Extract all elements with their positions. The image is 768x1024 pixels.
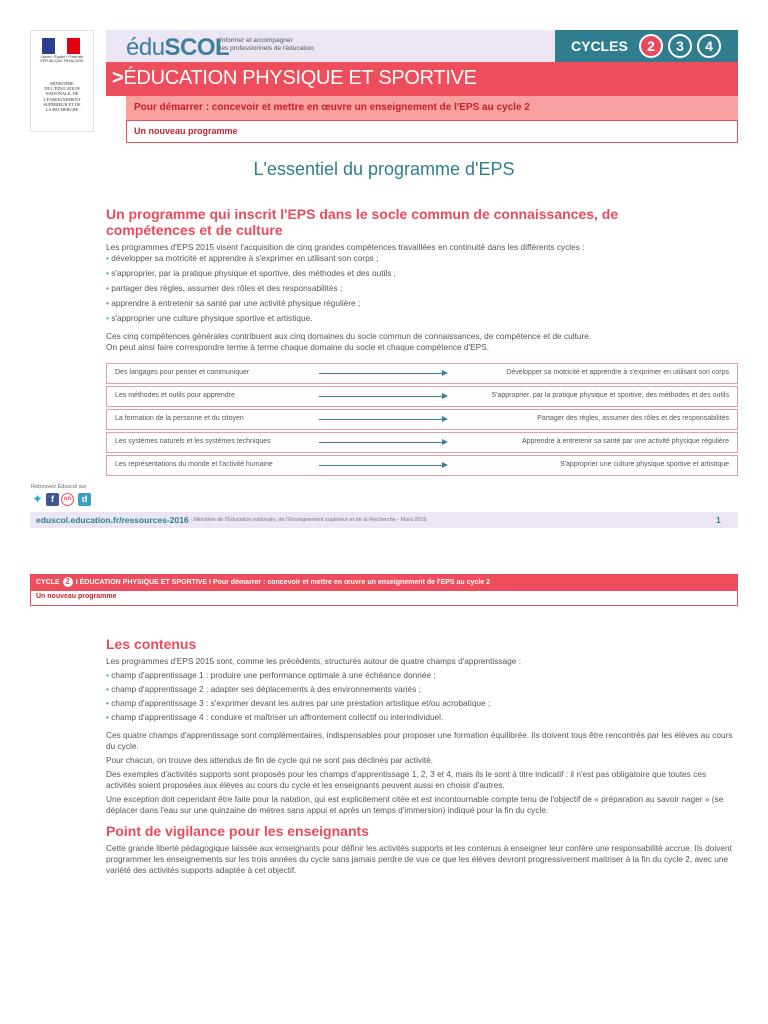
list-item: • partager des règles, assumer des rôles et des responsabilités ; — [106, 283, 343, 293]
correspondence-table — [106, 363, 738, 478]
paragraph: Une exception doit cependant être faite pour la natation, qui est explicitement citée et est incontournable compte tenu de l'objectif de « préparation au savoir nager » (se déplacer dans l'eau sur une quinzaine de mètres sans appui et après un temps d'immersion) indiqué pour la fin du cycle. — [106, 794, 724, 815]
list-item: • s'approprier une culture physique sportive et artistique. — [106, 313, 313, 323]
list-item: • champ d'apprentissage 4 : conduire et maîtriser un affrontement collectif ou interindividuel. — [106, 712, 444, 722]
table-row: La formation de la personne et du citoyen Partager des règles, assumer des rôles et des responsabilités — [106, 409, 738, 430]
table-row: Les représentations du monde et l'activité humaine S'approprier une culture physique sportive et artistique — [106, 455, 738, 476]
paragraph: Ces cinq compétences générales contribuent aux cinq domaines du socle commun de connaissances, de compétence et de culture. — [106, 331, 592, 341]
cycle-badge: 2 — [63, 577, 73, 587]
list-item: • développer sa motricité et apprendre à s'exprimer en utilisant son corps ; — [106, 253, 379, 263]
cycle-2-badge[interactable]: 2 — [639, 34, 663, 58]
social-label: Retrouvez Éduscol sur — [31, 484, 87, 490]
facebook-icon[interactable]: f — [46, 493, 59, 506]
page-number: 1 — [716, 515, 721, 525]
french-flag-icon — [42, 38, 80, 54]
main-heading: L'essentiel du programme d'EPS — [253, 159, 515, 179]
table-row: Les méthodes et outils pour apprendre S'approprier, par la pratique physique et sportive, des méthodes et des outils — [106, 386, 738, 407]
paragraph: Cette grande liberté pédagogique laissée aux enseignants pour définir les activités supports et les contenus à enseigner leur confère une responsabilité accrue. Ils doivent programmer les enseignements sur les trois années du cycle sans jamais perdre de vue ce que les élèves devront progressivement maitriser à la fin du cycle 2, avec une variété des activités supports adaptée à cet objectif. — [106, 843, 732, 875]
footer-link[interactable]: eduscol.education.fr/ressources-2016 — [36, 515, 189, 525]
cycles-label: CYCLES — [571, 38, 628, 54]
page-title: >ÉDUCATION PHYSIQUE ET SPORTIVE — [112, 67, 477, 89]
program-label: Un nouveau programme — [134, 126, 238, 136]
list-item: • apprendre à entretenir sa santé par une activité physique régulière ; — [106, 298, 361, 308]
page2-header: CYCLE 2 I ÉDUCATION PHYSIQUE ET SPORTIVE I Pour démarrer : concevoir et mettre en œuvre un enseignement de l'EPS au cycle 2 — [36, 577, 490, 586]
intro-text: Les programmes d'EPS 2015 visent l'acquisition de cinq grandes compétences travaillées en continuité dans les différents cycles : — [106, 242, 585, 252]
cycle-3-badge[interactable]: 3 — [668, 34, 692, 58]
paragraph: Des exemples d'activités supports sont proposés pour les champs d'apprentissage 1, 2, 3 et 4, mais ils le sont à titre indicatif : il n'est pas obligatoire que toutes ces activités soient proposées aux élèves au cours du cycle et les enseignants peuvent aussi en choisir d'autres. — [106, 769, 707, 790]
section-title: Un programme qui inscrit l'EPS dans le socle commun de connaissances, de compétences et de culture — [106, 206, 619, 238]
section-title: Les contenus — [106, 636, 197, 652]
page2-body — [106, 656, 738, 816]
page2-program-box — [30, 590, 738, 606]
list-item: • champ d'apprentissage 1 : produire une performance optimale à une échéance donnée ; — [106, 670, 436, 680]
page2-program-label: Un nouveau programme — [36, 593, 117, 600]
dailymotion-icon[interactable]: on — [61, 493, 74, 506]
arrow-right-icon — [319, 373, 443, 374]
arrow-right-icon — [319, 419, 443, 420]
arrow-right-icon — [319, 396, 443, 397]
table-row: Les systèmes naturels et les systèmes techniques Apprendre à entretenir sa santé par une activité physique régulière — [106, 432, 738, 453]
intro-text: Les programmes d'EPS 2015 sont, comme les précédents, structurés autour de quatre champs d'apprentissage : — [106, 656, 522, 666]
twitter-icon[interactable]: ✦ — [32, 492, 43, 506]
ministry-logo — [30, 30, 94, 132]
eduscol-tagline: Informer et accompagner les professionnels de l'éducation — [220, 37, 314, 52]
paragraph: Pour chacun, on trouve des attendus de fin de cycle qui ne sont pas déclinés par activité. — [106, 755, 434, 765]
chevron-right-icon: > — [112, 67, 124, 89]
cycle-4-badge[interactable]: 4 — [697, 34, 721, 58]
list-item: • s'approprier, par la pratique physique et sportive, des méthodes et des outils ; — [106, 268, 396, 278]
arrow-right-icon — [319, 442, 443, 443]
footer-text: - Ministère de l'Éducation nationale, de l'Enseignement supérieur et de la Recherche - Mars 2016 — [190, 517, 427, 523]
eduscol-logo[interactable]: éduSCOL — [126, 34, 230, 61]
d-icon[interactable]: d — [78, 493, 91, 506]
paragraph: Ces quatre champs d'apprentissage sont complémentaires, indispensables pour proposer une formation équilibrée. Ils doivent tous être rencontrés par les élèves au cours du cycle. — [106, 730, 733, 751]
paragraph: On peut ainsi faire correspondre terme à terme chaque domaine du socle et chaque compétence d'EPS. — [106, 342, 490, 352]
section-body — [106, 242, 738, 353]
list-item: • champ d'apprentissage 2 : adapter ses déplacements à des environnements variés ; — [106, 684, 421, 694]
page-subtitle: Pour démarrer : concevoir et mettre en œuvre un enseignement de l'EPS au cycle 2 — [134, 102, 530, 113]
ministry-name: MINISTÈRE DE L'ÉDUCATION NATIONALE, DE L'ENSEIGNEMENT SUPÉRIEUR ET DE LA RECHERCHE — [43, 81, 81, 113]
section-title: Point de vigilance pour les enseignants — [106, 823, 369, 839]
table-row: Des langages pour penser et communiquer Développer sa motricité et apprendre à s'exprimer en utilisant son corps — [106, 363, 738, 384]
arrow-right-icon — [319, 465, 443, 466]
republic-motto: Liberté • Égalité • Fraternité RÉPUBLIQUE FRANÇAISE — [40, 55, 84, 63]
list-item: • champ d'apprentissage 3 : s'exprimer devant les autres par une prestation artistique et/ou acrobatique ; — [106, 698, 491, 708]
